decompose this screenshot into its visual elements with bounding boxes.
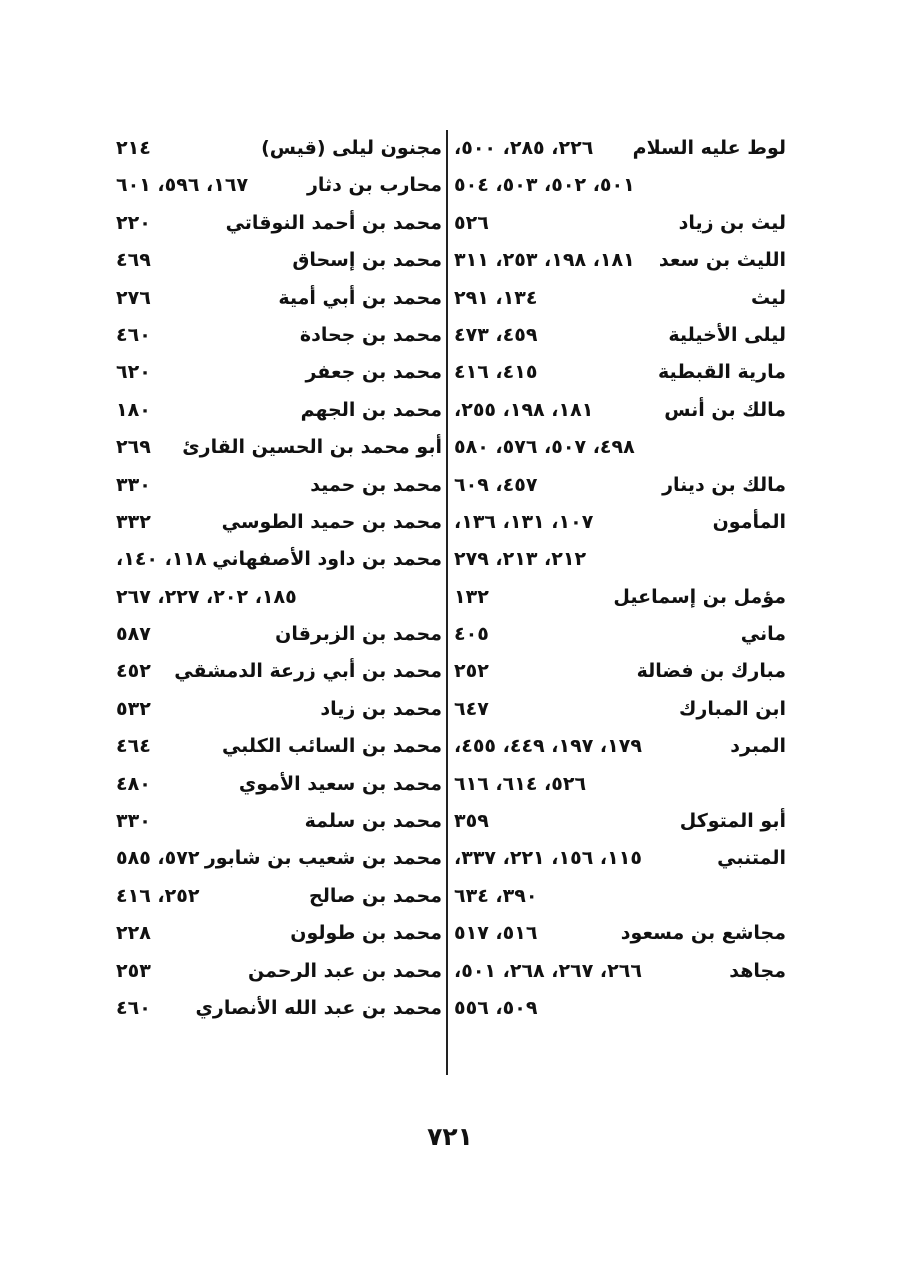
entry-name: مؤمل بن إسماعيل bbox=[613, 585, 786, 608]
entry-pages: ٢٦٩ bbox=[116, 436, 151, 459]
entry-pages: ٤٦٩ bbox=[116, 249, 151, 272]
index-entry bbox=[454, 769, 786, 806]
entry-pages: ١٨١، ١٩٨، ٢٥٣، ٣١١ bbox=[454, 249, 635, 272]
entry-pages: ٥٣٢ bbox=[116, 697, 151, 720]
entry-name: محمد بن جحادة bbox=[299, 323, 442, 346]
entry-pages: ١٧٩، ١٩٧، ٤٤٩، ٤٥٥، bbox=[454, 735, 642, 758]
index-entry bbox=[454, 283, 786, 320]
entry-name: محمد بن جعفر bbox=[305, 361, 442, 384]
index-entry bbox=[116, 769, 442, 806]
entry-name: ليلى الأخيلية bbox=[668, 323, 786, 346]
entry-pages: ٤٥٧، ٦٠٩ bbox=[454, 473, 538, 496]
entry-pages: ٣٣٢ bbox=[116, 510, 151, 533]
entry-pages: ٢٧٦ bbox=[116, 286, 151, 309]
entry-name: محمد بن إسحاق bbox=[292, 249, 442, 272]
entry-pages: ٢١٤ bbox=[116, 137, 151, 159]
entry-name: مالك بن أنس bbox=[664, 398, 786, 421]
entry-name: الليث بن سعد bbox=[658, 249, 786, 272]
entry-pages: ٢٢٨ bbox=[116, 922, 151, 945]
entry-name: ماني bbox=[740, 623, 786, 646]
index-entry bbox=[116, 283, 442, 320]
index-entry bbox=[116, 544, 442, 581]
entry-name: المتنبي bbox=[717, 847, 786, 870]
index-entry bbox=[116, 731, 442, 768]
entry-pages: ٥١٦، ٥١٧ bbox=[454, 922, 538, 945]
index-entry bbox=[116, 656, 442, 693]
index-entry bbox=[454, 357, 786, 394]
index-entry bbox=[454, 245, 786, 282]
entry-name: محمد بن عبد الله الأنصاري bbox=[195, 996, 442, 1019]
entry-pages: ١٨١، ١٩٨، ٢٥٥، bbox=[454, 398, 594, 421]
index-entry bbox=[454, 843, 786, 880]
entry-pages: ٥٢٦ bbox=[454, 211, 489, 234]
entry-name: محمد بن أبي أمية bbox=[278, 286, 442, 309]
left-index-column bbox=[116, 133, 442, 1030]
entry-pages: ٤٨٠ bbox=[116, 772, 151, 795]
entry-name: ليث bbox=[750, 286, 786, 309]
index-entry bbox=[454, 170, 786, 207]
entry-pages: ١٣٢ bbox=[454, 585, 489, 608]
index-entry bbox=[116, 432, 442, 469]
entry-name: محمد بن أحمد النوقاتي bbox=[225, 211, 442, 234]
entry-name: محارب بن دثار bbox=[306, 174, 442, 197]
entry-pages: ٢٥٣ bbox=[116, 959, 151, 982]
entry-pages: ٤١٥، ٤١٦ bbox=[454, 361, 538, 384]
index-entry bbox=[116, 619, 442, 656]
index-entry bbox=[454, 582, 786, 619]
index-entry bbox=[116, 357, 442, 394]
entry-pages: ٢٥٢، ٤١٦ bbox=[116, 884, 200, 907]
entry-pages: ٣٥٩ bbox=[454, 810, 489, 833]
entry-name: محمد بن الزبرقان bbox=[275, 623, 442, 646]
entry-pages: ٣٣٠ bbox=[116, 473, 151, 496]
entry-name: محمد بن طولون bbox=[290, 922, 442, 945]
entry-name: محمد بن شعيب بن شابور bbox=[204, 847, 442, 870]
entry-pages: ٤٦٠ bbox=[116, 996, 151, 1019]
entry-pages: ٣٣٠ bbox=[116, 810, 151, 833]
index-entry bbox=[454, 956, 786, 993]
entry-pages: ١١٥، ١٥٦، ٢٢١، ٣٣٧، bbox=[454, 847, 642, 870]
entry-name: محمد بن حميد الطوسي bbox=[221, 510, 442, 533]
entry-name: أبو محمد بن الحسين القارئ bbox=[182, 436, 442, 459]
entry-name: محمد بن داود الأصفهاني bbox=[212, 548, 442, 571]
entry-name: مجاشع بن مسعود bbox=[620, 922, 786, 945]
entry-name: مارية القبطية bbox=[658, 361, 786, 384]
entry-pages: ٤٦٠ bbox=[116, 323, 151, 346]
entry-name: المأمون bbox=[712, 510, 786, 533]
index-entry bbox=[116, 133, 442, 170]
entry-pages: ٦٢٠ bbox=[116, 361, 151, 384]
entry-name: ابن المبارك bbox=[679, 697, 786, 720]
index-entry bbox=[116, 993, 442, 1030]
index-entry bbox=[454, 694, 786, 731]
index-entry bbox=[116, 245, 442, 282]
entry-pages: ٥٠١، ٥٠٢، ٥٠٣، ٥٠٤ bbox=[454, 174, 635, 197]
index-entry bbox=[116, 918, 442, 955]
entry-name: لوط عليه السلام bbox=[632, 137, 786, 159]
entry-pages: ١١٨، ١٤٠، bbox=[116, 548, 207, 571]
entry-name: أبو المتوكل bbox=[679, 810, 786, 833]
index-entry bbox=[116, 395, 442, 432]
index-entry bbox=[116, 582, 442, 619]
entry-pages: ٤٦٤ bbox=[116, 735, 151, 758]
entry-pages: ٢١٢، ٢١٣، ٢٧٩ bbox=[454, 548, 587, 571]
index-entry bbox=[454, 731, 786, 768]
entry-pages: ١٠٧، ١٣١، ١٣٦، bbox=[454, 510, 594, 533]
entry-pages: ٥٢٦، ٦١٤، ٦١٦ bbox=[454, 772, 587, 795]
index-entry bbox=[454, 918, 786, 955]
index-entry bbox=[116, 956, 442, 993]
index-entry bbox=[454, 395, 786, 432]
entry-pages: ٤٠٥ bbox=[454, 623, 489, 646]
index-entry bbox=[116, 806, 442, 843]
index-entry bbox=[116, 208, 442, 245]
entry-pages: ٥٧٢، ٥٨٥ bbox=[116, 847, 200, 870]
index-entry bbox=[116, 507, 442, 544]
entry-pages: ٦٤٧ bbox=[454, 697, 489, 720]
entry-name: مجنون ليلى (قيس) bbox=[261, 137, 442, 159]
column-divider bbox=[446, 130, 448, 1075]
entry-pages: ٤٩٨، ٥٠٧، ٥٧٦، ٥٨٠ bbox=[454, 436, 635, 459]
right-index-column bbox=[454, 133, 786, 1030]
index-entry bbox=[454, 507, 786, 544]
index-entry bbox=[116, 320, 442, 357]
index-entry bbox=[116, 843, 442, 880]
entry-pages: ١٦٧، ٥٩٦، ٦٠١ bbox=[116, 174, 249, 197]
index-entry bbox=[116, 470, 442, 507]
entry-pages: ٥٨٧ bbox=[116, 623, 151, 646]
entry-pages: ٤٥٢ bbox=[116, 660, 151, 683]
entry-pages: ٢٢٦، ٢٨٥، ٥٠٠، bbox=[454, 137, 594, 159]
entry-name: محمد بن أبي زرعة الدمشقي bbox=[174, 660, 442, 683]
entry-name: محمد بن زياد bbox=[320, 697, 442, 720]
entry-name: مجاهد bbox=[729, 959, 786, 982]
index-entry bbox=[454, 320, 786, 357]
index-entry bbox=[116, 170, 442, 207]
index-entry bbox=[454, 432, 786, 469]
index-entry bbox=[454, 133, 786, 170]
entry-name: محمد بن حميد bbox=[310, 473, 442, 496]
index-entry bbox=[454, 656, 786, 693]
entry-pages: ٥٠٩، ٥٥٦ bbox=[454, 996, 538, 1019]
entry-name: مبارك بن فضالة bbox=[636, 660, 786, 683]
index-entry bbox=[454, 619, 786, 656]
entry-name: المبرد bbox=[730, 735, 786, 758]
index-entry bbox=[454, 544, 786, 581]
entry-pages: ١٣٤، ٢٩١ bbox=[454, 286, 538, 309]
entry-name: محمد بن عبد الرحمن bbox=[248, 959, 442, 982]
index-entry bbox=[454, 470, 786, 507]
index-entry bbox=[454, 208, 786, 245]
entry-pages: ١٨٥، ٢٠٢، ٢٢٧، ٢٦٧ bbox=[116, 585, 297, 608]
index-entry bbox=[116, 694, 442, 731]
entry-pages: ٢٥٢ bbox=[454, 660, 489, 683]
entry-name: محمد بن الجهم bbox=[300, 398, 442, 421]
entry-name: مالك بن دينار bbox=[662, 473, 786, 496]
entry-name: محمد بن سلمة bbox=[304, 810, 442, 833]
index-entry bbox=[454, 881, 786, 918]
entry-pages: ٤٥٩، ٤٧٣ bbox=[454, 323, 538, 346]
entry-pages: ٣٩٠، ٦٣٤ bbox=[454, 884, 538, 907]
entry-pages: ٢٦٦، ٢٦٧، ٢٦٨، ٥٠١، bbox=[454, 959, 642, 982]
index-entry bbox=[116, 881, 442, 918]
entry-name: محمد بن صالح bbox=[309, 884, 442, 907]
page-number: ٧٢١ bbox=[427, 1122, 473, 1151]
entry-name: ليث بن زياد bbox=[678, 211, 786, 234]
index-entry bbox=[454, 993, 786, 1030]
index-entry bbox=[454, 806, 786, 843]
entry-pages: ١٨٠ bbox=[116, 398, 151, 421]
entry-name: محمد بن السائب الكلبي bbox=[221, 735, 442, 758]
entry-name: محمد بن سعيد الأموي bbox=[238, 772, 442, 795]
entry-pages: ٢٢٠ bbox=[116, 211, 151, 234]
